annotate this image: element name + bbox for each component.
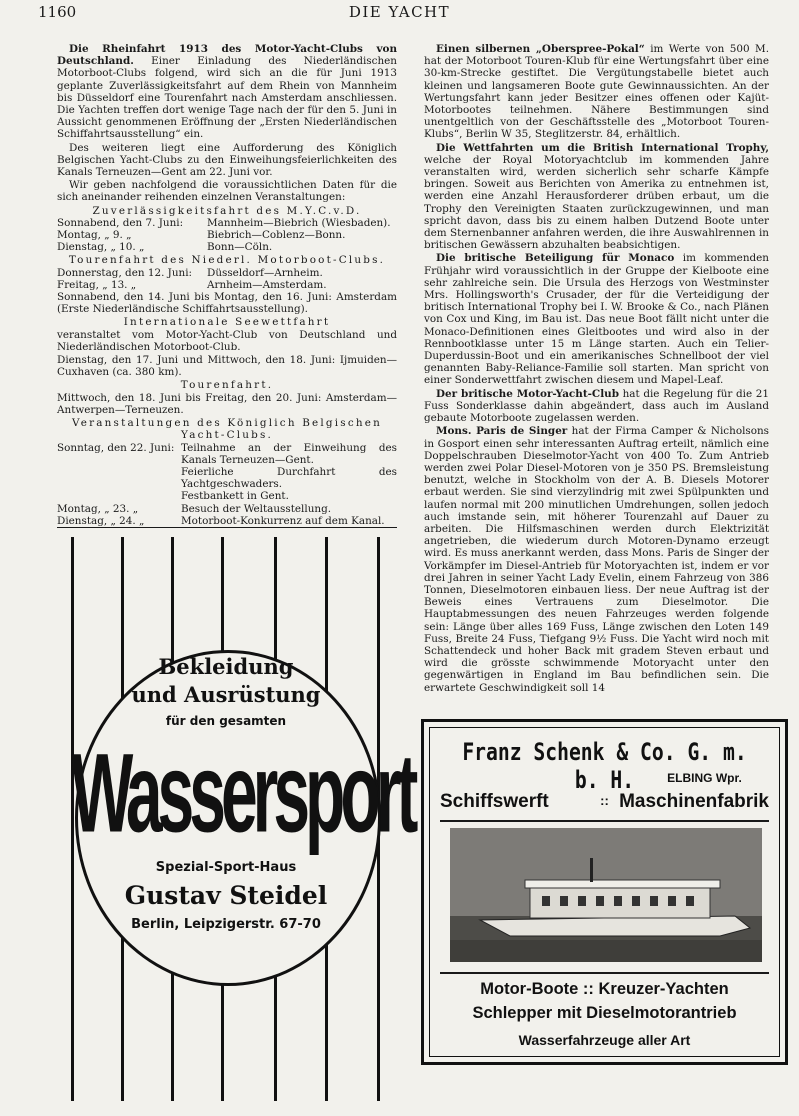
paragraph: Dienstag, den 17. Juni und Mittwoch, den 18. Juni: Ijmuiden—Cuxhaven (ca. 380 km). (57, 354, 397, 379)
ad-line-fuer: für den gesamten (165, 714, 287, 728)
article-trophy (424, 142, 769, 252)
ad-company-name: Gustav Steidel (124, 881, 328, 910)
ad-line-bekleidung: Bekleidung (158, 654, 294, 679)
article-singer (424, 425, 769, 693)
ad-line-motorboote: Motor-Boote :: Kreuzer-Yachten (480, 980, 729, 998)
article-title: Die Rheinfahrt 1913 des Motor-Yacht-Clubs von Deutschland. (57, 43, 397, 68)
schedule-row (57, 279, 397, 291)
ad-divider (440, 972, 769, 974)
schedule-day: Sonntag, den 22. Juni: (57, 441, 175, 454)
paragraph: Des weiteren liegt eine Aufforderung des Königlich Belgischen Yacht-Clubs zu den Einweihungsfeierlichkeiten des Kanals Terneuzen—Gent am 22. Juni vor. (57, 141, 397, 179)
ad-divider (440, 820, 769, 822)
right-column (424, 43, 769, 695)
schedule-row (57, 267, 397, 279)
schedule-route: Bonn—Cöln. (207, 241, 273, 254)
article-title: Mons. Paris de Singer (436, 425, 568, 438)
schedule-row (57, 217, 397, 229)
article-title: Die Wettfahrten um die British International Trophy, (436, 141, 769, 154)
schedule-day: Montag, „ 23. „ (57, 502, 139, 515)
schedule-event: Festbankett in Gent. (181, 490, 289, 503)
article-myc (424, 388, 769, 425)
schedule-row (57, 442, 397, 466)
section-heading: Tourenfahrt. (180, 379, 274, 392)
schedule-day (57, 490, 181, 502)
article-text: im Werte von 500 M. hat der Motorboot Touren-Klub für eine Wertungsfahrt über eine 30-km-Strecke gestiftet. Die Vergütungstabelle bietet auch kleinen und langsameren Boote gute Gewinnaussichten. An der Wertungsfahrt kann jeder Besitzer eines offenen oder Kajüt-Motorbootes teilnehmen. Nähere Bestimmungen sind unentgeltlich von der Geschäftsstelle des „Motorboot Touren-Klubs“, Berlin W 35, Steglitzerstr. 84, erhältlich. (424, 43, 769, 141)
ad-sporthaus: Spezial-Sport-Haus (155, 860, 297, 875)
ad-maschinenfabrik: Maschinenfabrik (619, 791, 769, 812)
schedule-day: Dienstag, „ 24. „ (57, 514, 145, 527)
schedule-event: Feierliche Durchfahrt des Yachtgeschwaders. (181, 465, 397, 491)
schedule-route: Düsseldorf—Arnheim. (207, 266, 323, 279)
article-title: Der britische Motor-Yacht-Club (436, 387, 619, 400)
schedule-event: Besuch der Weltausstellung. (181, 502, 332, 515)
article-monaco (424, 252, 769, 386)
schedule-route: Mannheim—Biebrich (Wiesbaden). (207, 216, 391, 229)
ad-inner-frame (429, 727, 780, 1057)
paragraph: veranstaltet vom Motor-Yacht-Club von Deutschland und Niederländischen Motorboot-Club. (57, 328, 397, 353)
ad-line-wasserfahrzeuge: Wasserfahrzeuge aller Art (518, 1032, 691, 1048)
schedule-event: Motorboot-Konkurrenz auf dem Kanal. (181, 514, 385, 527)
schedule-row (57, 241, 397, 253)
schenk-advertisement (421, 719, 788, 1065)
page-number: 1160 (38, 3, 77, 21)
ad-separator: :: (600, 793, 609, 808)
section-heading: Veranstaltungen des Königlich Belgischen Yacht-Clubs. (71, 417, 382, 442)
article-pokal (424, 43, 769, 141)
schedule-day: Donnerstag, den 12. Juni: (57, 266, 193, 279)
ad-line-schlepper: Schlepper mit Dieselmotorantrieb (472, 1004, 737, 1022)
ad-company-name: Franz Schenk & Co. G. m. b. H. (462, 738, 747, 794)
left-column (57, 43, 397, 527)
yacht-photo (450, 828, 762, 962)
yacht-photo-svg (450, 828, 762, 962)
schedule-day: Montag, „ 9. „ (57, 229, 132, 242)
ad-city: ELBING Wpr. (667, 771, 742, 785)
schedule-route: Biebrich—Coblenz—Bonn. (207, 229, 346, 242)
schedule-day: Dienstag, „ 10. „ (57, 241, 145, 254)
schedule-row (57, 503, 397, 515)
schedule-route: Arnheim—Amsterdam. (207, 278, 327, 291)
schedule-row (57, 229, 397, 241)
paragraph: Sonnabend, den 14. Juni bis Montag, den 16. Juni: Amsterdam (Erste Niederländische Schiffahrtsausstellung). (57, 291, 397, 316)
schedule-day (57, 466, 181, 490)
section-heading: Zuverlässigkeitsfahrt des M.Y.C.v.D. (92, 204, 362, 217)
section-heading: Internationale Seewettfahrt (123, 316, 331, 329)
ad-address: Berlin, Leipzigerstr. 67-70 (131, 917, 321, 932)
schedule-event: Teilnahme an der Einweihung des Kanals Terneuzen—Gent. (181, 441, 397, 466)
schedule-row (57, 515, 397, 527)
running-title: DIE YACHT (348, 3, 451, 21)
ad-line-ausruestung: und Ausrüstung (131, 682, 321, 707)
article-rheinfahrt (57, 43, 397, 141)
article-title: Einen silbernen „Oberspree-Pokal“ (436, 43, 645, 55)
ad-wassersport: Wassersport (71, 729, 414, 856)
article-text: welche der Royal Motoryachtclub im kommenden Jahre veranstalten wird, werden sicherlich sehr scharfe Kämpfe bringen. Soweit aus Berichten von Amerika zu entnehmen ist, werden eine Anzahl Herausforderer drüben erbaut, um die Trophy den Vereinigten Staaten zurückzugewinnen, und man spricht davon, dass bis zu einem halben Dutzend Boote unter dem Sternenbanner anfahren werden, die ihre Auswahlrennen in britischen Gewässern abzuhalten beabsichtigen. (424, 153, 769, 252)
column-divider (57, 527, 397, 528)
schedule-day: Sonnabend, den 7. Juni: (57, 216, 184, 229)
schedule-row (57, 466, 397, 490)
schedule-row (57, 490, 397, 502)
article-text: Einer Einladung des Niederländischen Motorboot-Clubs folgend, wird sich an die für Juni 1913 geplante Zuverlässigkeitsfahrt auf dem Rhein von Mannheim bis Düsseldorf eine Tourenfahrt nach Amsterdam anschliessen. Die Yachten treffen dort wenige Tage nach der für den 5. Juni in Aussicht genommenen Eröffnung der „Ersten Niederländischen Schiffahrtsausstellung“ ein. (57, 55, 397, 141)
paragraph: Mittwoch, den 18. Juni bis Freitag, den 20. Juni: Amsterdam—Antwerpen—Terneuzen. (57, 391, 397, 416)
article-text: hat der Firma Camper & Nicholsons in Gosport einen sehr interessanten Auftrag erteilt, nämlich eine Doppelschrauben Dieselmotor-Yacht von 400 To. Zum Antrieb werden zwei Polar Diesel-Motoren von je 350 PS. Bremsleistung benutzt, welche in Stockholm von der A. B. Diesels Motorer erbaut werden. Sie sind vierzylindrig mit zwei Spülpunkten und laufen normal mit 200 minutlichen Umdrehungen, sollen jedoch auch imstande sein, mit höherer Tourenzahl auf Dauer zu arbeiten. Die Hilfsmaschinen werden durch Elektrizität angetrieben, die wiederum durch Motoren-Dynamo erzeugt wird. Es muss anerkannt werden, dass Mons. Paris de Singer der Vorkämpfer im Diesel-Antrieb für Motoryachten ist, indem er vor drei Jahren in seiner Yacht Lady Evelin, einem Fahrzeug von 386 Tonnen, Dieselmotoren einbauen liess. Der neue Auftrag ist der Beweis eines Vertrauens zum Dieselmotor. Die Hauptabmessungen des neuen Fahrzeuges werden folgende sein: Länge über alles 169 Fuss, Länge zwischen den Loten 149 Fuss, Breite 24 Fuss, Tiefgang 9½ Fuss. Die Yacht wird noch mit Schattendeck und hoher Back mit gradem Steven erbaut und wird die grösste schwimmende Motoryacht unter den gegenwärtigen in England im Bau befindlichen sein. Die erwartete Geschwindigkeit soll 14 (424, 425, 770, 694)
section-heading: Tourenfahrt des Niederl. Motorboot-Clubs. (68, 254, 386, 267)
ad-schiffswerft: Schiffswerft (440, 791, 549, 812)
article-text: hat die Regelung für die 21 Fuss Sonderklasse dahin abgeändert, dass auch im Ausland gebaute Motorboote zugelassen werden. (424, 387, 769, 425)
schedule-day: Freitag, „ 13. „ (57, 278, 137, 291)
paragraph: Wir geben nachfolgend die voraussichtlichen Daten für die sich aneinander reihenden einzelnen Veranstaltungen: (57, 179, 397, 204)
article-text: im kommenden Frühjahr wird voraussichtlich in der Gruppe der Kielboote eine sehr zahlreiche sein. Die Ursula des Herzogs von Westminster Mrs. Hollingsworth's Crusader, der für die Verteidigung der britisch International Trophy bei I. W. Brooke & Co., nach Plänen von Cox und King, im Bau ist. Das neue Boot fällt nicht unter die Monaco-Definitionen eines Gleitbootes und wird also in der Rennbootklasse unter 15 m Länge starten. Auch ein Telier-Duperdussin-Boot und ein amerikanisches Schnellboot der viel genannten Baby-Reliance-Familie soll starten. Man spricht von einer Sonderwettfahrt zwischen diesem und Mapel-Leaf. (424, 252, 770, 387)
article-title: Die britische Beteiligung für Monaco (436, 252, 675, 265)
steidel-advertisement (71, 537, 414, 1101)
